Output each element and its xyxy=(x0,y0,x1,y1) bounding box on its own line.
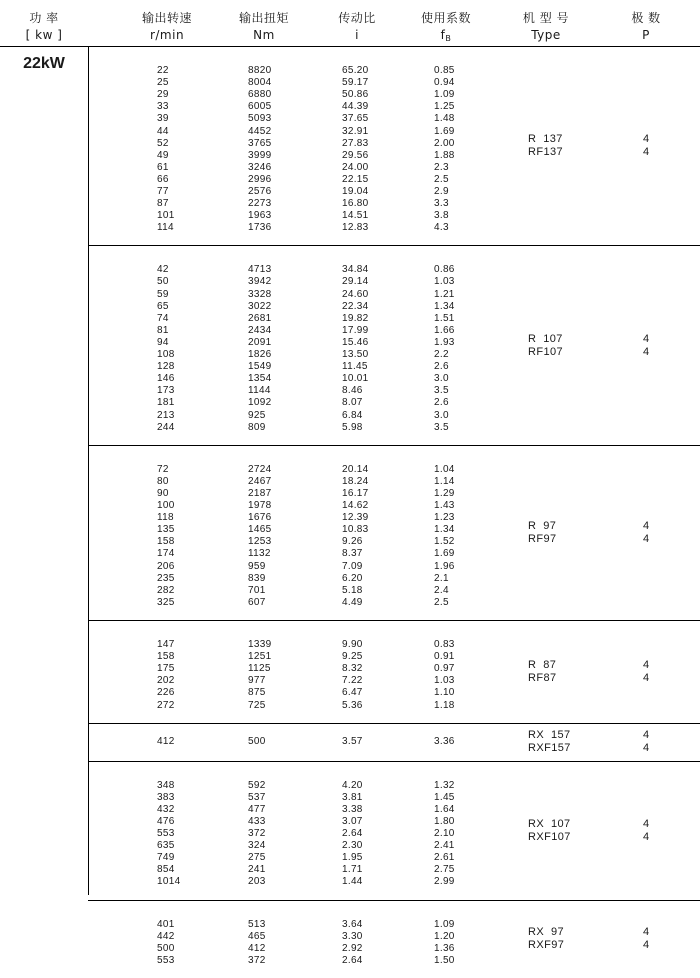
torque-cell: 1144 xyxy=(248,385,271,397)
torque-cell: 2187 xyxy=(248,487,272,499)
ratio-cell: 3.64 xyxy=(342,918,363,930)
poles-value: 4 xyxy=(642,939,650,952)
torque-cell: 465 xyxy=(248,930,266,942)
model-type-label: RXF107 xyxy=(528,830,571,843)
factor-cell: 2.6 xyxy=(434,361,449,373)
factor-cell: 1.20 xyxy=(434,930,455,942)
factor-cell: 1.18 xyxy=(434,699,455,711)
torque-cell: 1251 xyxy=(248,651,272,663)
header-poles: 极 数 xyxy=(631,11,661,25)
model-type-label: RXF97 xyxy=(528,939,565,952)
torque-cell: 839 xyxy=(248,572,266,584)
torque-cell: 1736 xyxy=(248,222,272,234)
poles-value: 4 xyxy=(642,742,650,755)
torque-cell: 2724 xyxy=(248,463,272,475)
ratio-cell: 11.45 xyxy=(342,361,368,373)
factor-cell: 1.36 xyxy=(434,942,455,954)
ratio-cell: 16.80 xyxy=(342,198,369,210)
speed-cell: 147 xyxy=(157,639,175,650)
header-factor-unit-sub: B xyxy=(445,34,452,43)
torque-cell: 241 xyxy=(248,864,266,876)
factor-cell: 1.29 xyxy=(434,487,455,499)
speed-cell: 244 xyxy=(157,421,175,433)
speed-cell: 175 xyxy=(157,663,175,675)
factor-cell: 0.97 xyxy=(434,663,455,675)
torque-cell: 2681 xyxy=(248,312,272,324)
speed-cell: 118 xyxy=(157,512,174,524)
ratio-cell: 27.83 xyxy=(342,137,369,149)
speed-cell: 749 xyxy=(157,852,175,864)
ratio-cell: 7.22 xyxy=(342,675,363,687)
ratio-cell: 10.01 xyxy=(342,373,369,385)
speed-cell: 158 xyxy=(157,536,175,548)
model-type-label: RF87 xyxy=(528,671,557,684)
factor-cell: 1.88 xyxy=(434,149,455,161)
poles-value: 4 xyxy=(642,658,650,671)
torque-cell: 1092 xyxy=(248,397,272,409)
speed-cell: 52 xyxy=(157,137,169,149)
torque-cell: 1549 xyxy=(248,361,272,373)
torque-cell: 2576 xyxy=(248,186,272,197)
factor-cell: 2.10 xyxy=(434,827,455,839)
torque-cell: 3022 xyxy=(248,300,272,312)
model-type-label: RF137 xyxy=(528,146,564,159)
speed-cell: 213 xyxy=(157,409,175,421)
ratio-cell: 3.81 xyxy=(342,791,363,803)
factor-cell: 2.5 xyxy=(434,596,449,608)
factor-cell: 2.4 xyxy=(434,584,449,596)
ratio-cell: 8.07 xyxy=(342,397,363,409)
model-type-label: RX 107 xyxy=(528,817,571,830)
speed-cell: 59 xyxy=(157,288,169,300)
factor-cell: 2.3 xyxy=(434,161,449,173)
factor-cell: 3.36 xyxy=(434,736,455,748)
ratio-cell: 13.50 xyxy=(342,349,369,361)
ratio-cell: 8.37 xyxy=(342,548,363,560)
torque-cell: 1339 xyxy=(248,639,272,650)
poles-value: 4 xyxy=(642,729,650,742)
ratio-cell: 59.17 xyxy=(342,77,369,89)
ratio-cell: 2.64 xyxy=(342,954,363,966)
ratio-cell: 12.39 xyxy=(342,512,369,524)
factor-cell: 1.09 xyxy=(434,918,455,930)
speed-cell: 94 xyxy=(157,336,169,348)
ratio-cell: 15.46 xyxy=(342,336,369,348)
factor-cell: 1.69 xyxy=(434,125,455,137)
power-value: 22kW xyxy=(23,55,65,72)
ratio-cell: 3.07 xyxy=(342,815,363,827)
speed-cell: 235 xyxy=(157,572,175,584)
speed-cell: 90 xyxy=(157,487,169,499)
poles-value: 4 xyxy=(642,345,650,358)
torque-cell: 8004 xyxy=(248,77,272,89)
model-type-label: R 107 xyxy=(528,332,563,345)
factor-cell: 2.9 xyxy=(434,186,449,197)
speed-cell: 44 xyxy=(157,125,169,137)
header-poles-unit: P xyxy=(642,28,650,42)
speed-cell: 635 xyxy=(157,840,175,852)
speed-cell: 432 xyxy=(157,803,175,815)
ratio-cell: 1.44 xyxy=(342,876,363,888)
ratio-cell: 3.57 xyxy=(342,736,363,748)
torque-cell: 2091 xyxy=(248,336,272,348)
model-type-label: R 97 xyxy=(528,519,557,532)
speed-cell: 553 xyxy=(157,954,175,966)
header-factor-unit-main: f xyxy=(440,28,446,42)
header-factor: 使用系数 xyxy=(420,11,472,25)
ratio-cell: 29.14 xyxy=(342,276,369,288)
ratio-cell: 12.83 xyxy=(342,222,369,234)
torque-cell: 809 xyxy=(248,421,266,433)
poles-value: 4 xyxy=(642,133,650,146)
poles-value: 4 xyxy=(642,146,650,159)
ratio-cell: 6.84 xyxy=(342,409,363,421)
speed-cell: 383 xyxy=(157,791,175,803)
model-type-label: RXF157 xyxy=(528,742,571,755)
factor-cell: 0.94 xyxy=(434,77,455,89)
table-group xyxy=(0,246,700,444)
speed-cell: 401 xyxy=(157,918,175,930)
torque-cell: 2434 xyxy=(248,324,272,336)
ratio-cell: 5.36 xyxy=(342,699,363,711)
speed-cell: 174 xyxy=(157,548,175,560)
speed-cell: 476 xyxy=(157,815,175,827)
ratio-cell: 2.92 xyxy=(342,942,363,954)
factor-cell: 3.5 xyxy=(434,421,449,433)
torque-cell: 1354 xyxy=(248,373,272,385)
factor-cell: 0.91 xyxy=(434,651,455,663)
torque-cell: 1963 xyxy=(248,210,272,222)
torque-cell: 5093 xyxy=(248,113,272,125)
factor-cell: 2.75 xyxy=(434,864,455,876)
speed-cell: 66 xyxy=(157,173,169,185)
table-group xyxy=(0,901,700,978)
speed-cell: 22 xyxy=(157,65,169,76)
torque-cell: 3246 xyxy=(248,161,272,173)
speed-cell: 173 xyxy=(157,385,175,397)
ratio-cell: 8.32 xyxy=(342,663,363,675)
poles-value: 4 xyxy=(642,671,650,684)
speed-cell: 61 xyxy=(157,161,169,173)
speed-cell: 81 xyxy=(157,324,169,336)
speed-cell: 135 xyxy=(157,524,175,536)
table-group xyxy=(0,621,700,723)
ratio-cell: 2.64 xyxy=(342,827,363,839)
factor-cell: 2.6 xyxy=(434,397,449,409)
torque-cell: 4713 xyxy=(248,264,272,276)
ratio-cell: 3.38 xyxy=(342,803,363,815)
speed-cell: 206 xyxy=(157,560,175,572)
ratio-cell: 24.00 xyxy=(342,161,369,173)
poles-value: 4 xyxy=(642,817,650,830)
factor-cell: 2.1 xyxy=(434,572,449,584)
torque-cell: 607 xyxy=(248,596,266,608)
torque-cell: 412 xyxy=(248,942,266,954)
table-group xyxy=(0,762,700,900)
factor-cell: 0.86 xyxy=(434,264,455,276)
factor-cell: 3.0 xyxy=(434,409,449,421)
ratio-cell: 19.82 xyxy=(342,312,369,324)
torque-cell: 324 xyxy=(248,840,266,852)
factor-cell: 1.43 xyxy=(434,500,455,512)
torque-cell: 925 xyxy=(248,409,266,421)
ratio-cell: 4.20 xyxy=(342,779,363,791)
poles-value: 4 xyxy=(642,519,650,532)
torque-cell: 1826 xyxy=(248,349,272,361)
factor-cell: 1.66 xyxy=(434,324,455,336)
factor-cell: 1.45 xyxy=(434,791,455,803)
torque-cell: 1132 xyxy=(248,548,271,560)
torque-cell: 701 xyxy=(248,584,266,596)
ratio-cell: 5.18 xyxy=(342,584,363,596)
ratio-cell: 3.30 xyxy=(342,930,363,942)
model-type-label: RX 97 xyxy=(528,926,565,939)
speed-cell: 128 xyxy=(157,361,175,373)
factor-cell: 2.99 xyxy=(434,876,455,888)
ratio-cell: 9.25 xyxy=(342,651,363,663)
factor-cell: 1.64 xyxy=(434,803,455,815)
speed-cell: 29 xyxy=(157,89,169,101)
factor-cell: 1.03 xyxy=(434,675,455,687)
torque-cell: 3942 xyxy=(248,276,272,288)
ratio-cell: 2.30 xyxy=(342,840,363,852)
speed-cell: 74 xyxy=(157,312,169,324)
speed-cell: 39 xyxy=(157,113,169,125)
ratio-cell: 8.46 xyxy=(342,385,363,397)
poles-value: 4 xyxy=(642,532,650,545)
factor-cell: 2.41 xyxy=(434,840,455,852)
ratio-cell: 9.26 xyxy=(342,536,363,548)
ratio-cell: 44.39 xyxy=(342,101,369,113)
torque-cell: 500 xyxy=(248,736,266,748)
torque-cell: 875 xyxy=(248,687,266,699)
speed-cell: 854 xyxy=(157,864,175,876)
ratio-cell: 24.60 xyxy=(342,288,369,300)
torque-cell: 2467 xyxy=(248,475,272,487)
factor-cell: 1.14 xyxy=(434,475,455,487)
speed-cell: 348 xyxy=(157,779,175,791)
header-type: 机 型 号 xyxy=(522,11,570,25)
speed-cell: 442 xyxy=(157,930,175,942)
factor-cell: 1.03 xyxy=(434,276,455,288)
torque-cell: 1125 xyxy=(248,663,271,675)
speed-cell: 226 xyxy=(157,687,175,699)
speed-cell: 158 xyxy=(157,651,175,663)
factor-cell: 1.23 xyxy=(434,512,455,524)
speed-cell: 42 xyxy=(157,264,169,276)
table-group xyxy=(0,724,700,761)
ratio-cell: 5.98 xyxy=(342,421,363,433)
torque-cell: 1465 xyxy=(248,524,272,536)
speed-cell: 282 xyxy=(157,584,175,596)
ratio-cell: 50.86 xyxy=(342,89,369,101)
ratio-cell: 1.71 xyxy=(342,864,363,876)
factor-cell: 3.8 xyxy=(434,210,449,222)
poles-value: 4 xyxy=(642,332,650,345)
factor-cell: 1.34 xyxy=(434,300,455,312)
speed-cell: 500 xyxy=(157,942,175,954)
speed-cell: 80 xyxy=(157,475,169,487)
factor-cell: 2.5 xyxy=(434,173,449,185)
torque-cell: 537 xyxy=(248,791,266,803)
factor-cell: 1.48 xyxy=(434,113,455,125)
speed-cell: 412 xyxy=(157,736,175,748)
torque-cell: 1978 xyxy=(248,500,272,512)
factor-cell: 2.00 xyxy=(434,137,455,149)
torque-cell: 2996 xyxy=(248,173,272,185)
model-type-label: RF107 xyxy=(528,345,564,358)
header-speed: 输出转速 xyxy=(141,11,193,25)
ratio-cell: 14.62 xyxy=(342,500,369,512)
factor-cell: 1.21 xyxy=(434,288,455,300)
table-group xyxy=(0,47,700,245)
torque-cell: 203 xyxy=(248,876,266,888)
torque-cell: 977 xyxy=(248,675,266,687)
poles-value: 4 xyxy=(642,830,650,843)
speed-cell: 108 xyxy=(157,349,175,361)
torque-cell: 1676 xyxy=(248,512,272,524)
table-group xyxy=(0,446,700,620)
factor-cell: 0.85 xyxy=(434,65,455,76)
speed-cell: 25 xyxy=(157,77,169,89)
speed-cell: 49 xyxy=(157,149,169,161)
model-type-label: RF97 xyxy=(528,532,557,545)
factor-cell: 1.69 xyxy=(434,548,455,560)
factor-cell: 1.51 xyxy=(434,312,455,324)
ratio-cell: 4.49 xyxy=(342,596,363,608)
ratio-cell: 14.51 xyxy=(342,210,369,222)
header-power-unit: [ kw ] xyxy=(25,28,63,42)
factor-cell: 1.10 xyxy=(434,687,455,699)
ratio-cell: 17.99 xyxy=(342,324,369,336)
speed-cell: 65 xyxy=(157,300,169,312)
torque-cell: 372 xyxy=(248,954,266,966)
speed-cell: 50 xyxy=(157,276,169,288)
ratio-cell: 65.20 xyxy=(342,65,369,76)
poles-value: 4 xyxy=(642,926,650,939)
ratio-cell: 32.91 xyxy=(342,125,369,137)
ratio-cell: 18.24 xyxy=(342,475,369,487)
speed-cell: 181 xyxy=(157,397,175,409)
speed-cell: 325 xyxy=(157,596,175,608)
header-power: 功 率 xyxy=(29,11,59,25)
ratio-cell: 37.65 xyxy=(342,113,369,125)
torque-cell: 1253 xyxy=(248,536,272,548)
ratio-cell: 22.34 xyxy=(342,300,369,312)
ratio-cell: 29.56 xyxy=(342,149,369,161)
ratio-cell: 16.17 xyxy=(342,487,369,499)
torque-cell: 4452 xyxy=(248,125,272,137)
speed-cell: 87 xyxy=(157,198,169,210)
factor-cell: 1.50 xyxy=(434,954,455,966)
header-torque-unit: Nm xyxy=(253,28,275,42)
speed-cell: 77 xyxy=(157,186,169,197)
speed-cell: 33 xyxy=(157,101,169,113)
factor-cell: 1.25 xyxy=(434,101,455,113)
torque-cell: 8820 xyxy=(248,65,272,76)
ratio-cell: 7.09 xyxy=(342,560,363,572)
speed-cell: 146 xyxy=(157,373,175,385)
speed-cell: 72 xyxy=(157,463,169,475)
ratio-cell: 1.95 xyxy=(342,852,363,864)
ratio-cell: 20.14 xyxy=(342,463,369,475)
factor-cell: 1.96 xyxy=(434,560,455,572)
header-speed-unit: r/min xyxy=(149,28,185,42)
torque-cell: 372 xyxy=(248,827,266,839)
ratio-cell: 19.04 xyxy=(342,186,369,197)
factor-cell: 1.52 xyxy=(434,536,455,548)
speed-cell: 101 xyxy=(157,210,175,222)
speed-cell: 100 xyxy=(157,500,175,512)
torque-cell: 275 xyxy=(248,852,266,864)
header-ratio-unit: i xyxy=(355,28,359,42)
speed-cell: 114 xyxy=(157,222,174,234)
torque-cell: 959 xyxy=(248,560,266,572)
factor-cell: 1.04 xyxy=(434,463,455,475)
torque-cell: 6005 xyxy=(248,101,272,113)
factor-cell: 3.5 xyxy=(434,385,449,397)
ratio-cell: 10.83 xyxy=(342,524,369,536)
factor-cell: 1.09 xyxy=(434,89,455,101)
torque-cell: 477 xyxy=(248,803,266,815)
speed-cell: 1014 xyxy=(157,876,181,888)
header-ratio: 传动比 xyxy=(338,11,376,25)
factor-cell: 0.83 xyxy=(434,639,455,650)
ratio-cell: 6.47 xyxy=(342,687,363,699)
ratio-cell: 22.15 xyxy=(342,173,369,185)
torque-cell: 3328 xyxy=(248,288,272,300)
factor-cell: 1.34 xyxy=(434,524,455,536)
factor-cell: 1.93 xyxy=(434,336,455,348)
torque-cell: 725 xyxy=(248,699,266,711)
model-type-label: RX 157 xyxy=(528,729,571,742)
factor-cell: 3.0 xyxy=(434,373,449,385)
torque-cell: 2273 xyxy=(248,198,272,210)
torque-cell: 433 xyxy=(248,815,266,827)
header-torque: 输出扭矩 xyxy=(238,11,290,25)
factor-cell: 1.32 xyxy=(434,779,455,791)
factor-cell: 2.61 xyxy=(434,852,455,864)
model-type-label: R 137 xyxy=(528,133,563,146)
torque-cell: 6880 xyxy=(248,89,272,101)
torque-cell: 513 xyxy=(248,918,266,930)
header-type-unit: Type xyxy=(531,28,561,42)
ratio-cell: 34.84 xyxy=(342,264,369,276)
model-type-label: R 87 xyxy=(528,658,557,671)
ratio-cell: 6.20 xyxy=(342,572,363,584)
header-factor-unit xyxy=(441,28,452,43)
factor-cell: 4.3 xyxy=(434,222,449,234)
factor-cell: 3.3 xyxy=(434,198,449,210)
factor-cell: 2.2 xyxy=(434,349,449,361)
ratio-cell: 9.90 xyxy=(342,639,363,650)
factor-cell: 1.80 xyxy=(434,815,455,827)
speed-cell: 272 xyxy=(157,699,175,711)
speed-cell: 553 xyxy=(157,827,175,839)
torque-cell: 592 xyxy=(248,779,266,791)
torque-cell: 3765 xyxy=(248,137,272,149)
speed-cell: 202 xyxy=(157,675,175,687)
torque-cell: 3999 xyxy=(248,149,272,161)
